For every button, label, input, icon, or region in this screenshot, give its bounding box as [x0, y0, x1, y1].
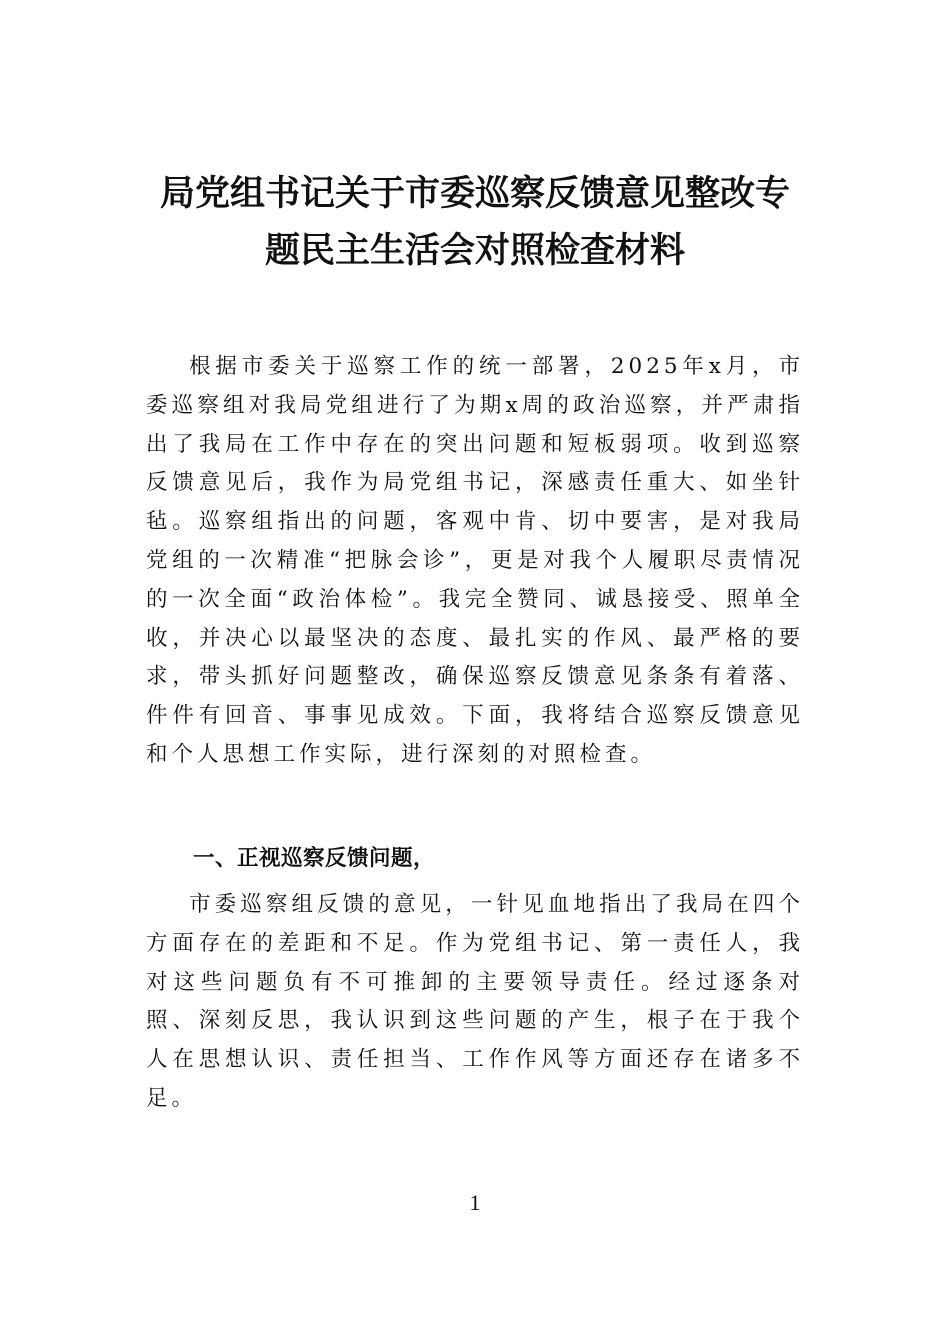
- page-number: 1: [469, 1190, 481, 1215]
- section-heading-1: 一、正视巡察反馈问题，: [193, 846, 436, 871]
- title-line-1: 局党组书记关于市委巡察反馈意见整改专: [159, 173, 790, 214]
- body-paragraph-intro: 根据市委关于巡察工作的统一部署，2025年x月，市委巡察组对我局党组进行了为期x周的政治巡察，并严肃指出了我局在工作中存在的突出问题和短板弱项。收到巡察反馈意见后，我作为局党组书记，深感责任重大、如坐针毡。巡察组指出的问题，客观中肯、切中要害，是对我局党组的一次精准“把脉会诊”，更是对我个人履职尽责情况的一次全面“政治体检”。我完全赞同、诚恳接受、照单全收，并决心以最坚决的态度、最扎实的作风、最严格的要求，带头抓好问题整改，确保巡察反馈意见条条有着落、件件有回音、事事见成效。下面，我将结合巡察反馈意见和个人思想工作实际，进行深刻的对照检查。: [146, 354, 804, 767]
- title-line-2: 题民主生活会对照检查材料: [264, 230, 685, 271]
- document-title: [140, 165, 810, 279]
- body-paragraph-section-1: 市委巡察组反馈的意见，一针见血地指出了我局在四个方面存在的差距和不足。作为党组书记、第一责任人，我对这些问题负有不可推卸的主要领导责任。经过逐条对照、深刻反思，我认识到这些问题的产生，根子在于我个人在思想认识、责任担当、工作作风等方面还存在诸多不足。: [146, 892, 804, 1111]
